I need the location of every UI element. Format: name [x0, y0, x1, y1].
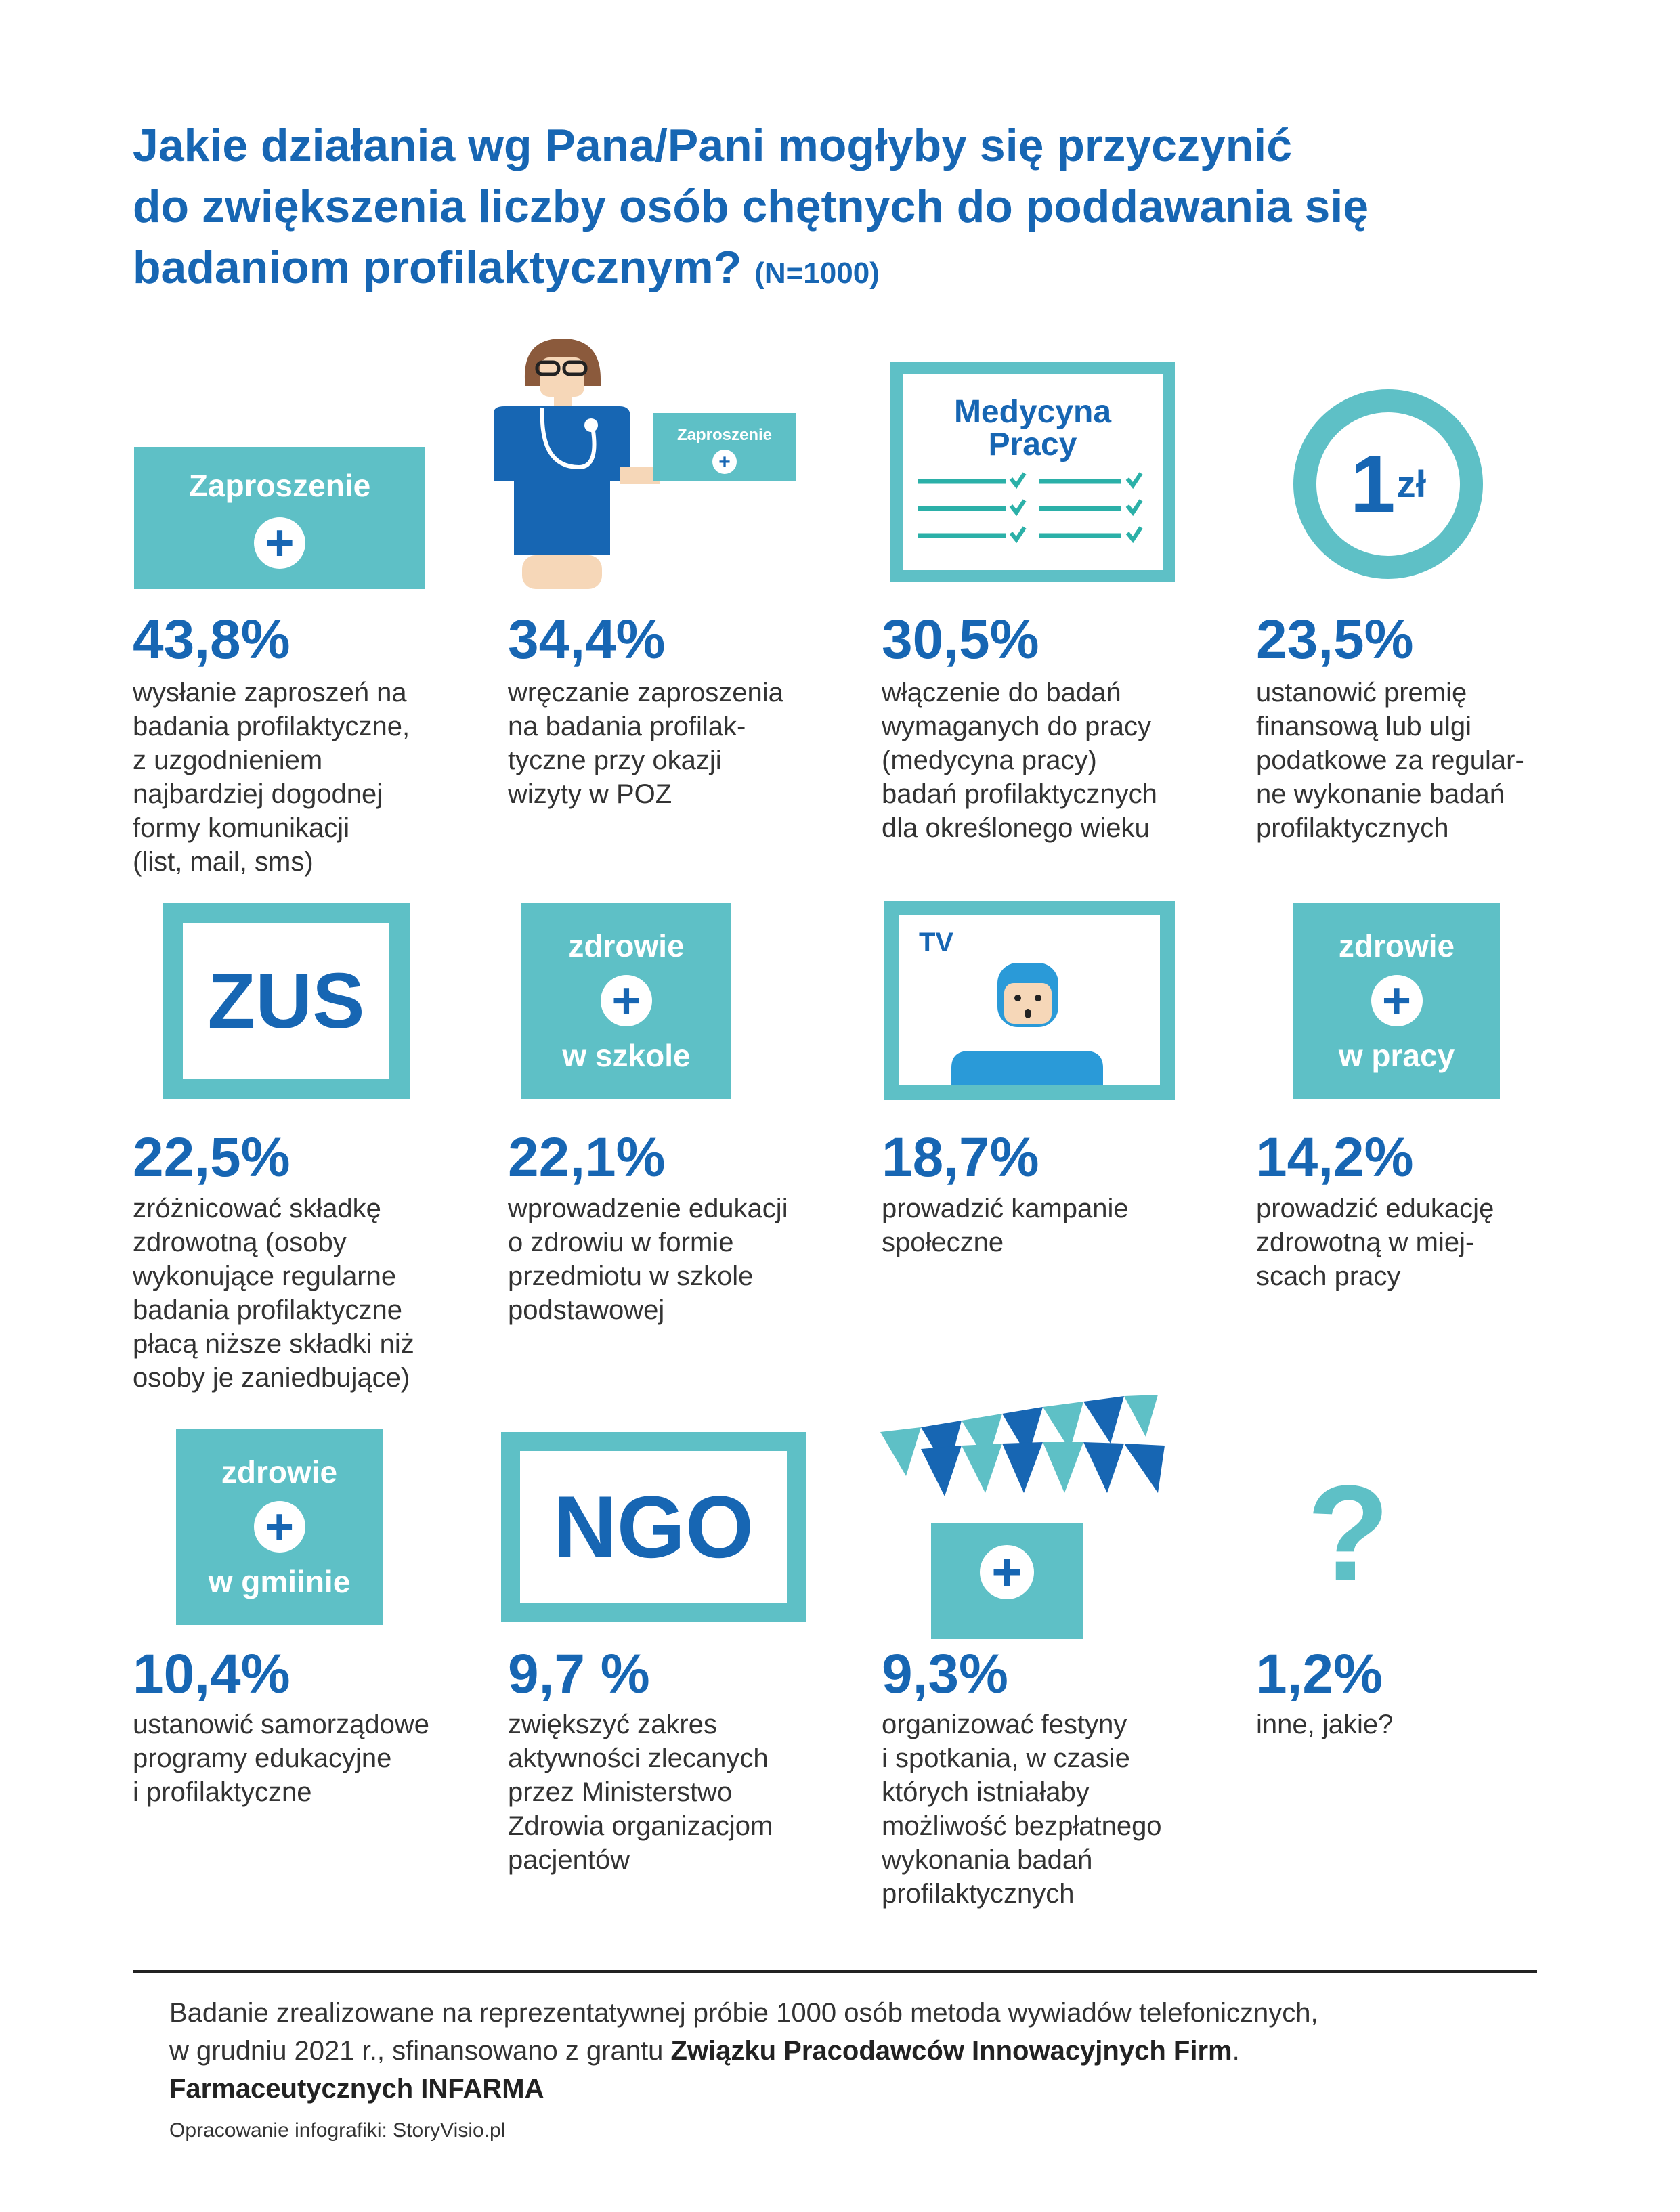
tv-icon: [884, 901, 1175, 1100]
question-icon: [1307, 1458, 1390, 1609]
ngo-icon: [501, 1432, 806, 1622]
item-7-percent: 18,7%: [882, 1127, 1039, 1188]
page-title: [133, 115, 1589, 304]
footer-sponsor-cont: Farmaceutycznych INFARMA: [169, 2074, 544, 2104]
item-9-description: ustanowić samorządowe programy edukacyjne i profilaktyczne: [133, 1710, 429, 1807]
plus-icon: +: [1371, 975, 1423, 1026]
occupational-medicine-icon: [890, 362, 1175, 582]
footer-sponsor: Związku Pracodawców Innowacyjnych Firm: [670, 2036, 1232, 2066]
title-line-2: do zwiększenia liczby osób chętnych do poddawania się: [133, 181, 1369, 232]
footer-line-2-prefix: w grudniu 2021 r., sfinansowano z grantu: [169, 2036, 671, 2066]
item-5-percent: 22,5%: [133, 1127, 290, 1188]
sample-size: (N=1000): [754, 257, 880, 290]
work-bottom-label: w pracy: [1338, 1038, 1455, 1073]
title-line-3: badaniom profilaktycznym?: [133, 242, 742, 293]
plus-icon: +: [254, 517, 305, 569]
item-2-description: wręczanie zaproszenia na badania profilak- tyczne przy okazji wizyty w POZ: [508, 678, 783, 809]
medicine-line-2: Pracy: [988, 427, 1077, 462]
footer-divider: [133, 1970, 1537, 1973]
zus-icon: [163, 903, 410, 1099]
presenter-icon: [899, 915, 1160, 1085]
item-3-description: włączenie do badań wymaganych do pracy (medycyna pracy) badań profilaktycznych dla określonego wieku: [882, 678, 1157, 843]
item-11-description: organizować festyny i spotkania, w czasie których istniałaby możliwość bezpłatnego wykonania badań profilaktycznych: [882, 1710, 1162, 1909]
item-8-percent: 14,2%: [1256, 1127, 1414, 1188]
item-1-percent: 43,8%: [133, 609, 290, 670]
item-9-percent: 10,4%: [133, 1643, 290, 1705]
item-7-description: prowadzić kampanie społeczne: [882, 1194, 1129, 1257]
health-in-school-icon: [521, 903, 731, 1099]
doctor-card-label: Zaproszenie: [676, 426, 773, 444]
commune-top-label: zdrowie: [221, 1454, 338, 1490]
item-12-description: inne, jakie?: [1256, 1710, 1394, 1739]
footer-note: [169, 1994, 1591, 2108]
work-top-label: zdrowie: [1338, 928, 1455, 963]
invitation-label: Zaproszenie: [188, 468, 371, 503]
item-6-description: wprowadzenie edukacji o zdrowiu w formie przedmiotu w szkole podstawowej: [508, 1194, 788, 1325]
item-4-percent: 23,5%: [1256, 609, 1414, 670]
school-top-label: zdrowie: [568, 928, 685, 963]
medicine-line-1: Medycyna: [953, 394, 1112, 430]
svg-text:+: +: [718, 451, 731, 473]
item-12-percent: 1,2%: [1256, 1643, 1383, 1705]
zus-label: ZUS: [207, 957, 365, 1045]
festival-bunting-icon: [874, 1395, 1171, 1645]
invitation-icon: [134, 447, 425, 589]
question-mark: ?: [1307, 1458, 1390, 1609]
health-in-commune-icon: [176, 1429, 383, 1625]
item-11-percent: 9,3%: [882, 1643, 1008, 1705]
coin-value: 1: [1350, 439, 1396, 529]
plus-icon: +: [601, 975, 652, 1026]
plus-icon: +: [254, 1501, 305, 1553]
infographic-credit: Opracowanie infografiki: StoryVisio.pl: [169, 2119, 506, 2142]
item-10-percent: 9,7 %: [508, 1643, 650, 1705]
checklist-icon: [904, 468, 1161, 563]
doctor-icon: [484, 332, 809, 603]
commune-bottom-label: w gmiinie: [208, 1564, 351, 1599]
coin-unit: zł: [1396, 462, 1427, 505]
item-1-description: wysłanie zaproszeń na badania profilaktyczne, z uzgodnieniem najbardziej dogodnej formy komunikacji (list, mail, sms): [133, 678, 410, 877]
item-10-description: zwiększyć zakres aktywności zlecanych przez Ministerstwo Zdrowia organizacjom pacjentów: [508, 1710, 773, 1875]
footer-line-1: Badanie zrealizowane na reprezentatywnej próbie 1000 osób metoda wywiadów telefonicznych,: [169, 1998, 1318, 2028]
title-line-1: Jakie działania wg Pana/Pani mogłyby się przyczynić: [133, 120, 1293, 171]
health-at-work-icon: [1293, 903, 1500, 1099]
item-4-description: ustanowić premię finansową lub ulgi podatkowe za regular- ne wykonanie badań profilaktycznych: [1256, 678, 1524, 843]
tv-label: TV: [919, 928, 954, 957]
item-3-percent: 30,5%: [882, 609, 1039, 670]
item-6-percent: 22,1%: [508, 1127, 666, 1188]
item-8-description: prowadzić edukację zdrowotną w miej- scach pracy: [1256, 1194, 1494, 1291]
item-5-description: zróżnicować składkę zdrowotną (osoby wykonujące regularne badania profilaktyczne płacą niższe składki niż osoby je zaniedbujące): [133, 1194, 414, 1393]
ngo-label: NGO: [553, 1477, 754, 1576]
school-bottom-label: w szkole: [562, 1038, 691, 1073]
item-2-percent: 34,4%: [508, 609, 666, 670]
footer-line-2-suffix: .: [1232, 2036, 1240, 2066]
svg-text:+: +: [991, 1542, 1022, 1601]
coin-icon: [1293, 389, 1483, 579]
